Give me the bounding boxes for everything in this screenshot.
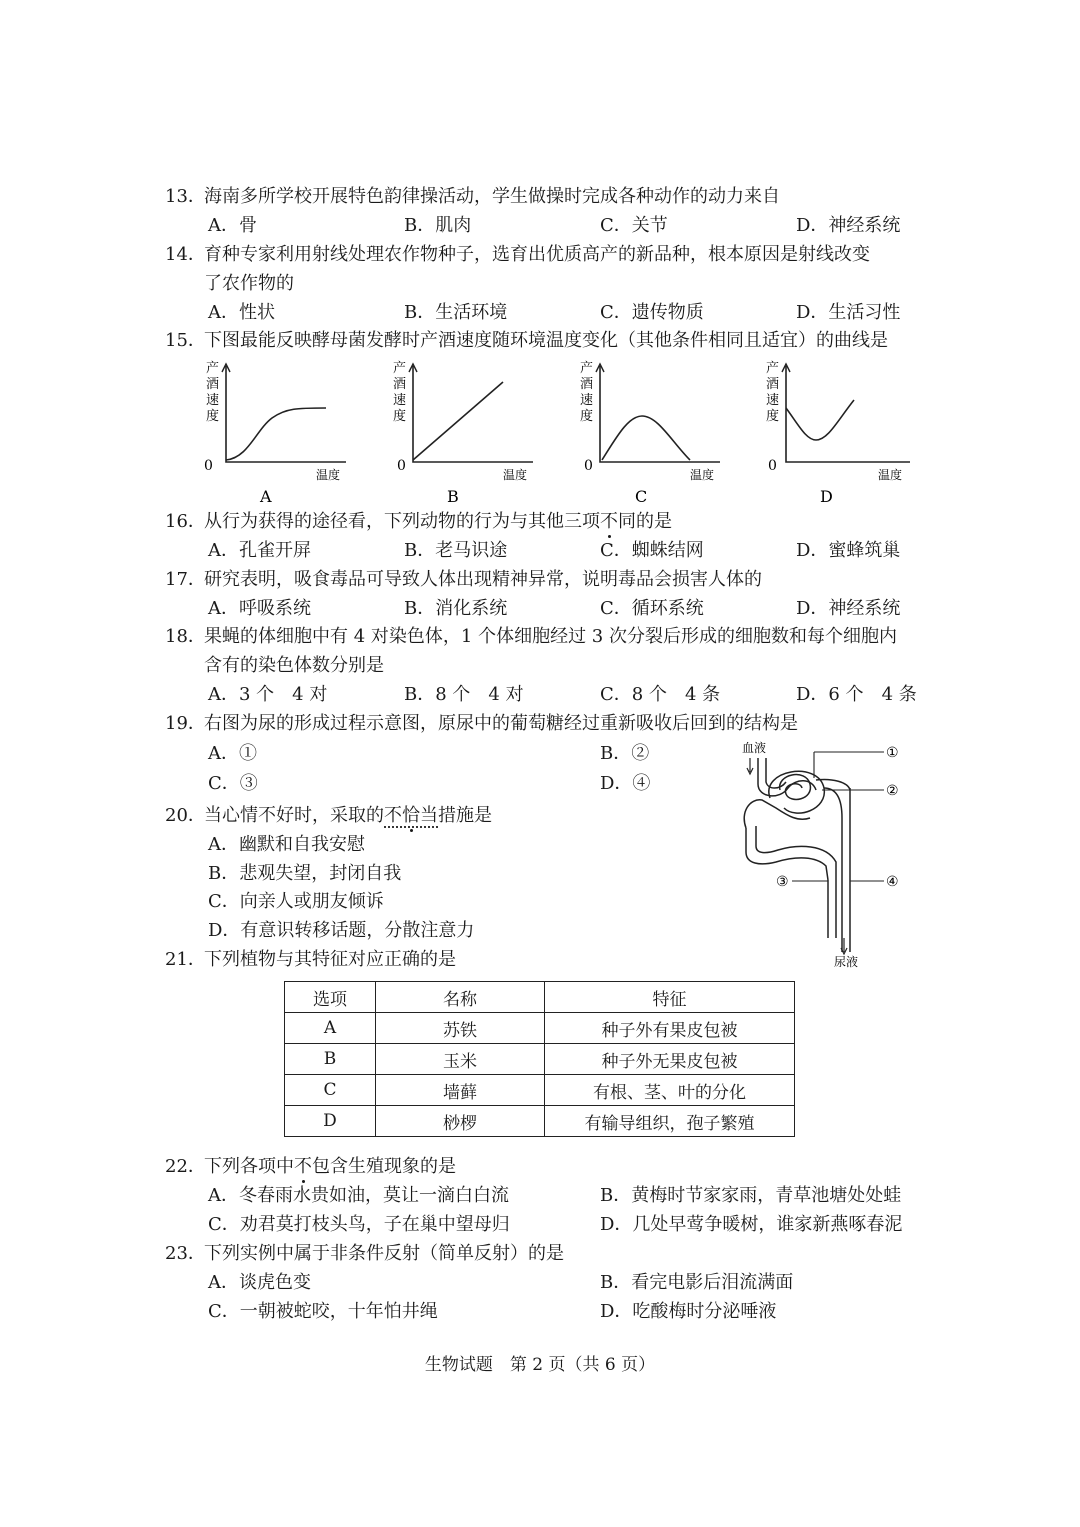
- graph-ylabel-char: 度: [580, 409, 594, 424]
- marker-4: ④: [886, 874, 899, 890]
- q20-option-d: D．有意识转移话题，分散注意力: [208, 920, 475, 941]
- table-cell: A: [285, 1013, 376, 1044]
- tubule-inner: [756, 826, 836, 880]
- graph-origin: 0: [204, 458, 213, 474]
- graph-ylabel-char: 度: [393, 409, 407, 424]
- capsule-outer: [769, 771, 824, 813]
- q20-text-b: 措施是: [438, 805, 492, 826]
- q19-option-d: D．④: [600, 773, 651, 794]
- graph-axes: [226, 366, 346, 462]
- q14-number: 14．: [165, 244, 206, 265]
- graph-xlabel: 温度: [690, 468, 715, 482]
- q17-number: 17．: [165, 569, 206, 590]
- q14-text-line1: 育种专家利用射线处理农作物种子，选育出优质高产的新品种，根本原因是射线改变: [204, 244, 870, 265]
- q13-number: 13．: [165, 186, 206, 207]
- graph-label-a: A: [260, 487, 272, 506]
- table-cell: 苏铁: [376, 1013, 545, 1044]
- marker-1: ①: [886, 745, 899, 761]
- graph-ylabel-char: 速: [206, 393, 220, 408]
- q19-option-b: B．②: [600, 743, 650, 764]
- q23-text: 下列实例中属于非条件反射（简单反射）的是: [204, 1243, 564, 1264]
- q22-option-a: A．冬春雨水贵如油，莫让一滴白白流: [208, 1185, 509, 1206]
- q14-option-c: C．遗传物质: [600, 302, 704, 323]
- graph-ylabel-char: 产: [206, 361, 220, 376]
- q13-option-c: C．关节: [600, 215, 668, 236]
- graph-ylabel-char: 产: [393, 361, 407, 376]
- q18-text-line2: 含有的染色体数分别是: [204, 655, 384, 676]
- graph-ylabel-char: 酒: [766, 377, 780, 392]
- graph-label-d: D: [820, 487, 833, 506]
- vessel-inner: [766, 758, 786, 788]
- q16-text: [204, 509, 672, 535]
- table-row: [285, 1106, 795, 1137]
- q21-number: 21．: [165, 949, 206, 970]
- q16-option-a: A．孔雀开屏: [208, 540, 311, 561]
- table-cell: 墙藓: [376, 1075, 545, 1106]
- tubule-top: [744, 800, 810, 828]
- graph-ylabel-char: 速: [766, 393, 780, 408]
- table-row: [285, 1044, 795, 1075]
- q14-option-d: D．生活习性: [796, 302, 901, 323]
- curve-b: [413, 382, 503, 460]
- glomerulus: [780, 775, 811, 800]
- q16-option-c: C．蜘蛛结网: [600, 540, 704, 561]
- q19-text: 右图为尿的形成过程示意图，原尿中的葡萄糖经过重新吸收后回到的结构是: [204, 713, 798, 734]
- q17-option-b: B．消化系统: [404, 598, 508, 619]
- table-cell: C: [285, 1075, 376, 1106]
- q16-number: 16．: [165, 511, 206, 532]
- q22-emphasis: 不: [294, 1156, 312, 1177]
- graph-xlabel: 温度: [878, 468, 903, 482]
- q18-option-c: C．8 个 4 条: [600, 684, 721, 705]
- curve-a: [226, 408, 326, 460]
- q14-text-line2: 了农作物的: [204, 273, 294, 294]
- graph-ylabel-char: 产: [580, 361, 594, 376]
- q22-text: [204, 1154, 456, 1180]
- q23-option-c: C．一朝被蛇咬，十年怕井绳: [208, 1301, 438, 1322]
- loop-segment: [828, 880, 836, 938]
- table-cell: 种子外无果皮包被: [545, 1044, 795, 1075]
- nephron-diagram: [736, 738, 922, 968]
- graph-ylabel-char: 速: [580, 393, 594, 408]
- q17-option-c: C．循环系统: [600, 598, 704, 619]
- q15-text: 下图最能反映酵母菌发酵时产酒速度随环境温度变化（其他条件相同且适宜）的曲线是: [204, 330, 888, 351]
- table-cell: 玉米: [376, 1044, 545, 1075]
- q20-text: [204, 803, 492, 829]
- urine-label: 尿液: [834, 955, 859, 968]
- q22-number: 22．: [165, 1156, 206, 1177]
- graph-c: [572, 358, 722, 508]
- curve-c: [602, 416, 690, 460]
- blood-label: 血液: [742, 741, 767, 755]
- graph-axes: [413, 366, 533, 462]
- q19-option-a: A．①: [208, 743, 257, 764]
- graph-label-b: B: [447, 487, 459, 506]
- marker-2: ②: [886, 783, 899, 799]
- q18-number: 18．: [165, 626, 206, 647]
- graph-a: [198, 358, 348, 508]
- q13-option-a: A．骨: [208, 215, 257, 236]
- graph-b: [385, 358, 535, 508]
- graph-xlabel: 温度: [503, 468, 528, 482]
- graph-ylabel-char: 度: [206, 409, 220, 424]
- q23-option-d: D．吃酸梅时分泌唾液: [600, 1301, 777, 1322]
- graph-ylabel-char: 酒: [206, 377, 220, 392]
- q20-option-b: B．悲观失望，封闭自我: [208, 863, 402, 884]
- q19-option-c: C．③: [208, 773, 258, 794]
- graph-axes: [600, 366, 720, 462]
- graph-ylabel-char: 产: [766, 361, 780, 376]
- table-row: [285, 1075, 795, 1106]
- q20-option-a: A．幽默和自我安慰: [208, 834, 365, 855]
- q22-option-d: D．几处早莺争暖树，谁家新燕啄春泥: [600, 1214, 903, 1235]
- table-cell: 有根、茎、叶的分化: [545, 1075, 795, 1106]
- table-header: 名称: [376, 982, 545, 1013]
- table-cell: D: [285, 1106, 376, 1137]
- q18-option-d: D．6 个 4 条: [796, 684, 917, 705]
- q20-emphasis: 不恰当: [384, 805, 438, 826]
- q20-option-c: C．向亲人或朋友倾诉: [208, 891, 384, 912]
- graph-origin: 0: [768, 458, 777, 474]
- graph-axes: [786, 366, 910, 462]
- q16-text-b: 同的是: [618, 511, 672, 532]
- q23-option-a: A．谈虎色变: [208, 1272, 311, 1293]
- table-cell: 桫椤: [376, 1106, 545, 1137]
- graph-d: [758, 358, 918, 508]
- q17-option-d: D．神经系统: [796, 598, 901, 619]
- q14-option-a: A．性状: [208, 302, 275, 323]
- graph-origin: 0: [584, 458, 593, 474]
- q18-text-line1: 果蝇的体细胞中有 4 对染色体，1 个体细胞经过 3 次分裂后形成的细胞数和每个细胞内: [204, 626, 897, 647]
- q18-option-b: B．8 个 4 对: [404, 684, 524, 705]
- q22-option-c: C．劝君莫打枝头鸟，子在巢中望母归: [208, 1214, 510, 1235]
- q13-option-d: D．神经系统: [796, 215, 901, 236]
- q22-text-b: 包含生殖现象的是: [312, 1156, 456, 1177]
- q20-text-a: 当心情不好时，采取的: [204, 805, 384, 826]
- graph-ylabel-char: 酒: [393, 377, 407, 392]
- q16-text-a: 从行为获得的途径看，下列动物的行为与其他三项: [204, 511, 600, 532]
- plant-feature-table: [284, 981, 795, 1137]
- tubule-outer: [746, 828, 828, 880]
- graph-ylabel-char: 度: [766, 409, 780, 424]
- q18-option-a: A．3 个 4 对: [208, 684, 328, 705]
- page-footer: 生物试题 第 2 页（共 6 页）: [424, 1355, 656, 1375]
- q22-option-b: B．黄梅时节家家雨，青草池塘处处蛙: [600, 1185, 902, 1206]
- q16-emphasis: 不: [600, 511, 618, 532]
- q21-text: 下列植物与其特征对应正确的是: [204, 949, 456, 970]
- q17-text: 研究表明，吸食毒品可导致人体出现精神异常，说明毒品会损害人体的: [204, 569, 762, 590]
- graph-origin: 0: [397, 458, 406, 474]
- q15-number: 15．: [165, 330, 206, 351]
- q16-option-d: D．蜜蜂筑巢: [796, 540, 901, 561]
- table-cell: 种子外有果皮包被: [545, 1013, 795, 1044]
- q19-number: 19．: [165, 713, 206, 734]
- table-row: [285, 1013, 795, 1044]
- graph-ylabel-char: 酒: [580, 377, 594, 392]
- marker-3: ③: [776, 874, 789, 890]
- table-cell: 有输导组织，孢子繁殖: [545, 1106, 795, 1137]
- table-header: 特征: [545, 982, 795, 1013]
- q17-option-a: A．呼吸系统: [208, 598, 311, 619]
- table-header: 选项: [285, 982, 376, 1013]
- q23-number: 23．: [165, 1243, 206, 1264]
- curve-d: [786, 400, 854, 440]
- q16-option-b: B．老马识途: [404, 540, 508, 561]
- q14-option-b: B．生活环境: [404, 302, 508, 323]
- q13-text: 海南多所学校开展特色韵律操活动，学生做操时完成各种动作的动力来自: [204, 186, 780, 207]
- graph-ylabel-char: 速: [393, 393, 407, 408]
- q22-text-a: 下列各项中: [204, 1156, 294, 1177]
- q13-option-b: B．肌肉: [404, 215, 472, 236]
- q23-option-b: B．看完电影后泪流满面: [600, 1272, 794, 1293]
- table-cell: B: [285, 1044, 376, 1075]
- graph-xlabel: 温度: [316, 468, 341, 482]
- table-header-row: [285, 982, 795, 1013]
- q20-number: 20．: [165, 805, 206, 826]
- graph-label-c: C: [635, 487, 648, 506]
